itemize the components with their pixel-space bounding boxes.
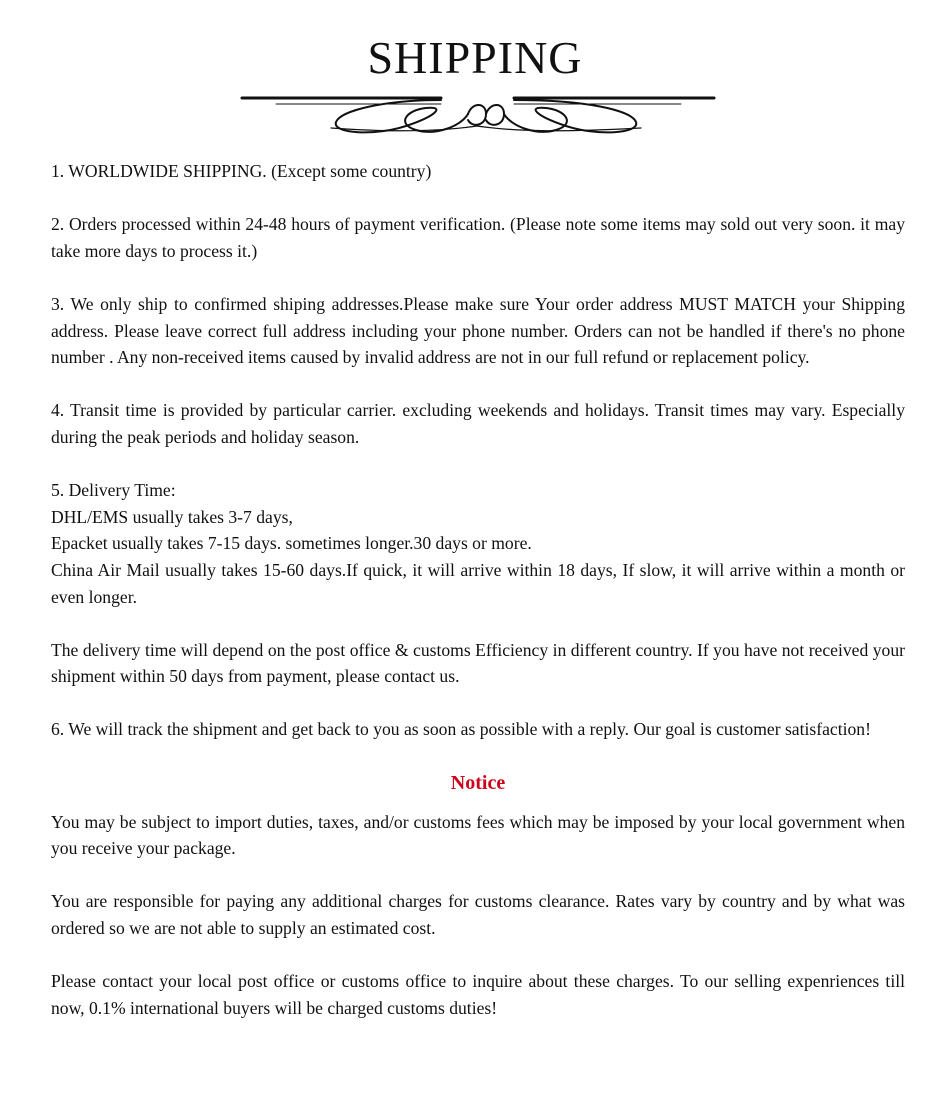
page-title: SHIPPING xyxy=(367,32,583,83)
notice-paragraph-2: You are responsible for paying any additional charges for customs clearance. Rates vary by country and by what was ordered so we are not able to supply an estimated cost. xyxy=(51,891,905,939)
delivery-note: The delivery time will depend on the post office & customs Efficiency in different country. If you have not received your shipment within 50 days from payment, please contact us. xyxy=(51,639,905,687)
delivery-time-heading: 5. Delivery Time: xyxy=(51,480,176,501)
shipping-item-2: 2. Orders processed within 24-48 hours of payment verification. (Please note some items may sold out very soon. it may take more days to process it.) xyxy=(51,214,905,261)
shipping-item-1: 1. WORLDWIDE SHIPPING. (Except some country) xyxy=(51,161,432,181)
shipping-item-3: 3. We only ship to confirmed shiping addresses.Please make sure Your order address MUST MATCH your Shipping address. Please leave correct full address including your phone number. Orders can not be handled if there's no phone number . Any non-received items caused by invalid address are not in our full refund or replacement policy. xyxy=(51,293,905,368)
shipping-item-6: 6. We will track the shipment and get back to you as soon as possible with a reply. Our goal is customer satisfaction! xyxy=(51,719,871,740)
shipping-item-4: 4. Transit time is provided by particular carrier. excluding weekends and holidays. Transit times may vary. Especially during the peak periods and holiday season. xyxy=(51,400,905,447)
notice-heading: Notice xyxy=(450,771,506,794)
decorative-flourish-divider-icon xyxy=(236,92,718,140)
delivery-epacket: Epacket usually takes 7-15 days. sometimes longer.30 days or more. xyxy=(51,533,532,554)
shipping-content xyxy=(51,158,905,1048)
notice-paragraph-3: Please contact your local post office or customs office to inquire about these charges. To our selling expenriences till now, 0.1% international buyers will be charged customs duties! xyxy=(51,971,905,1018)
delivery-china-air-mail: China Air Mail usually takes 15-60 days.If quick, it will arrive within 18 days, If slow, it will arrive within a month or even longer. xyxy=(51,559,905,607)
delivery-dhl-ems: DHL/EMS usually takes 3-7 days, xyxy=(51,506,293,527)
notice-paragraph-1: You may be subject to import duties, taxes, and/or customs fees which may be imposed by your local government when you receive your package. xyxy=(51,811,905,859)
